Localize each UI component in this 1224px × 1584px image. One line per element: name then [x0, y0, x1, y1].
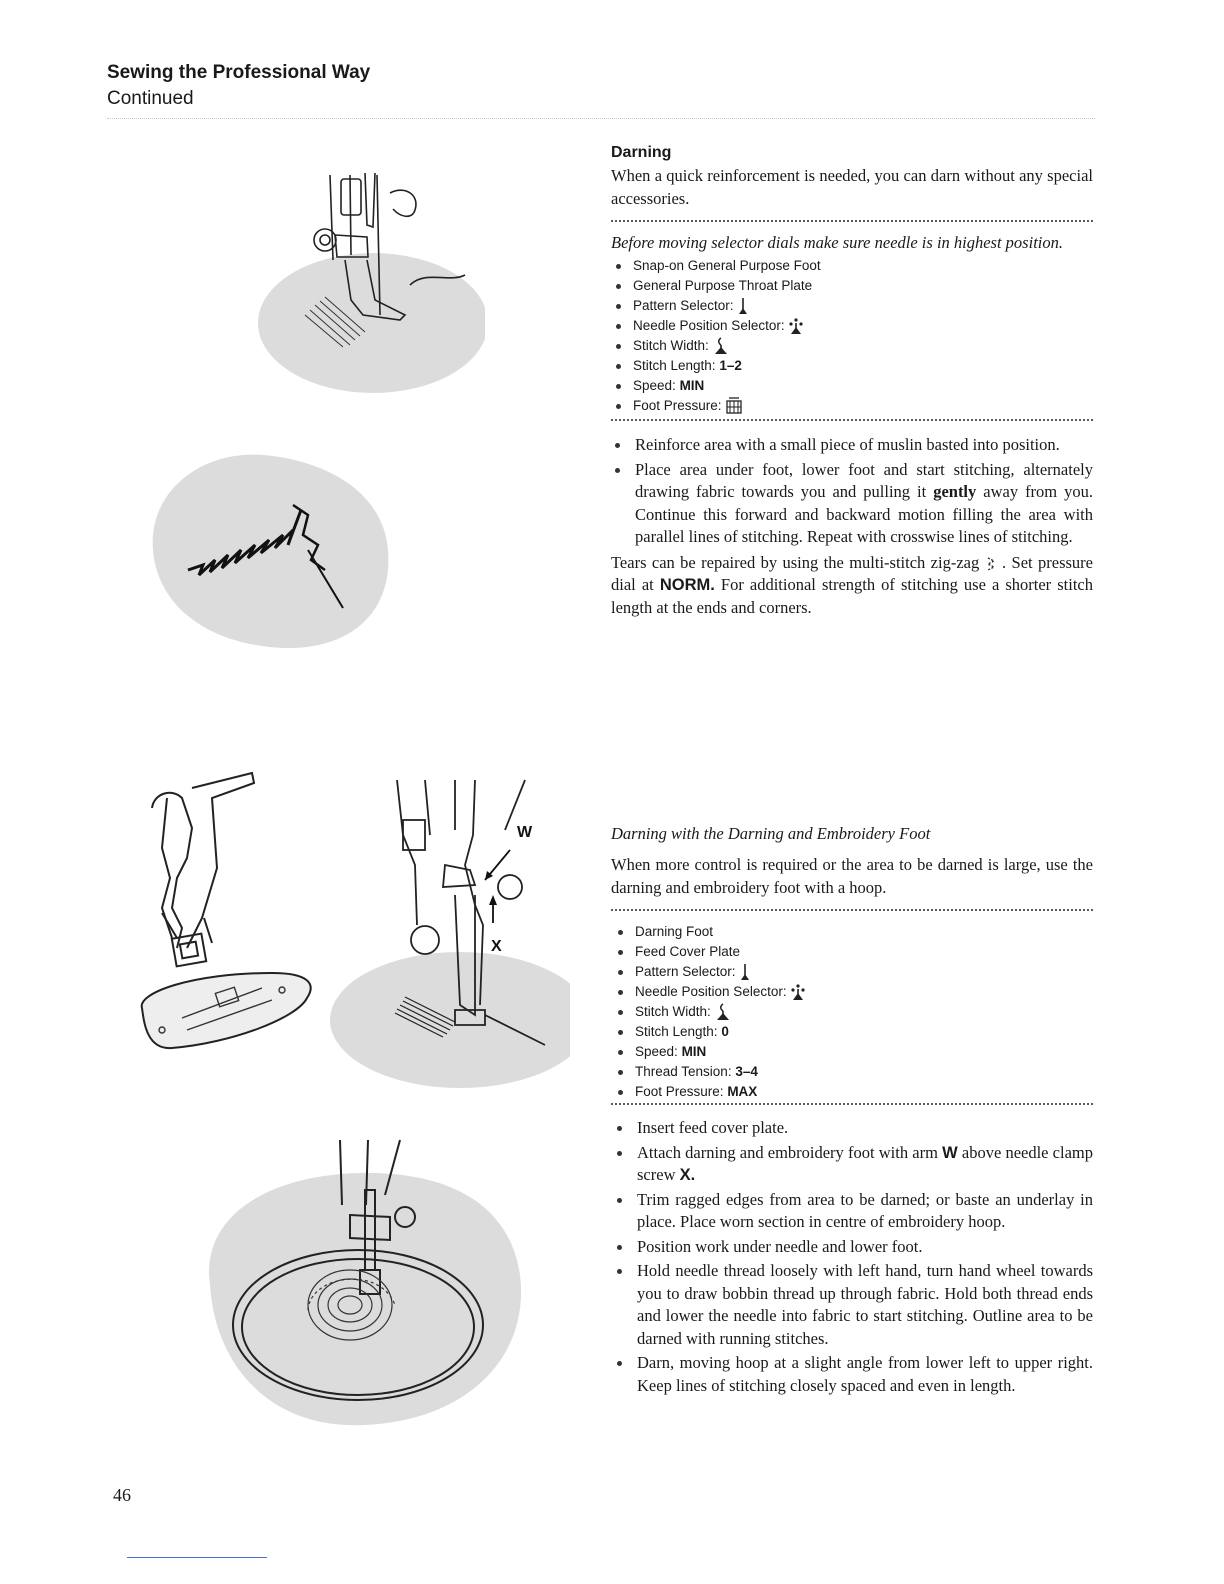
page-subtitle: Continued: [107, 88, 194, 109]
list-item: Thread Tension: 3–4: [613, 1062, 1093, 1082]
foot-pressure-symbol-icon: [725, 397, 743, 415]
needle-position-symbol-icon: [790, 983, 806, 1001]
darning-heading: Darning: [611, 144, 672, 161]
list-item: Feed Cover Plate: [613, 942, 1093, 962]
darning-note: Before moving selector dials make sure needle is in highest position.: [611, 233, 1063, 252]
embroidery-settings-list: [613, 922, 1093, 1102]
list-item: Speed: MIN: [611, 376, 1093, 396]
multi-stitch-zigzag-symbol-icon: [985, 556, 997, 572]
list-item: Pattern Selector:: [611, 296, 1093, 316]
list-item: Foot Pressure:: [611, 396, 1093, 416]
embroidery-intro: When more control is required or the area to be darned is large, use the darning and embroidery foot with a hoop.: [611, 855, 1093, 897]
embroidery-steps-list: [613, 1117, 1093, 1397]
list-item: Attach darning and embroidery foot with arm W above needle clamp screw X.: [613, 1142, 1093, 1187]
page-number: 46: [113, 1485, 131, 1505]
page-header: [107, 60, 370, 112]
darning-intro: When a quick reinforcement is needed, you can darn without any special accessories.: [611, 166, 1093, 208]
list-item: Trim ragged edges from area to be darned; or baste an underlay in place. Place worn section in centre of embroidery hoop.: [613, 1189, 1093, 1234]
tears-paragraph: Tears can be repaired by using the multi-stitch zig-zag . Set pressure dial at NORM. For additional strength of stitching use a shorter stitch length at the ends and corners.: [611, 552, 1094, 617]
list-item: Place area under foot, lower foot and start stitching, alternately drawing fabric towards you and pulling it gently away from you. Continue this forward and backward motion filling the area with parallel lines of stitching. Repeat with crosswise lines of stitching.: [611, 459, 1093, 549]
list-item: Darn, moving hoop at a slight angle from lower left to upper right. Keep lines of stitching closely spaced and even in length.: [613, 1352, 1093, 1397]
list-item: Stitch Width:: [613, 1002, 1093, 1022]
list-item: General Purpose Throat Plate: [611, 276, 1093, 296]
list-item: Foot Pressure: MAX: [613, 1082, 1093, 1102]
footer-rule: [127, 1557, 267, 1558]
stitch-width-symbol-icon: [715, 1003, 731, 1021]
list-item: Pattern Selector:: [613, 962, 1093, 982]
darning-top-rule: [611, 220, 1093, 222]
arm-w-label: W: [517, 824, 533, 841]
list-item: Stitch Length: 1–2: [611, 356, 1093, 376]
embroidery-bottom-rule: [611, 1103, 1093, 1105]
straight-stitch-symbol-icon: [739, 963, 751, 981]
straight-stitch-symbol-icon: [737, 297, 749, 315]
list-item: Hold needle thread loosely with left hand, turn hand wheel towards you to draw bobbin thread up through fabric. Hold both thread ends and lower the needle into fabric to start stitching. Outline area to be darned with running stitches.: [613, 1260, 1093, 1350]
list-item: Darning Foot: [613, 922, 1093, 942]
list-item: Snap-on General Purpose Foot: [611, 256, 1093, 276]
darning-foot-attached-illustration: [325, 775, 570, 1090]
embroidery-hoop-darning-illustration: [190, 1135, 525, 1440]
darning-steps-list: [611, 434, 1093, 549]
darning-section: [611, 143, 1093, 619]
list-item: Stitch Width:: [611, 336, 1093, 356]
page-title: Sewing the Professional Way: [107, 62, 371, 83]
darning-presser-foot-illustration: [255, 165, 485, 400]
darning-settings-list: [611, 256, 1093, 416]
screw-x-label: X: [491, 938, 502, 955]
embroidery-top-rule: [611, 909, 1093, 911]
needle-position-symbol-icon: [788, 317, 804, 335]
list-item: Reinforce area with a small piece of muslin basted into position.: [611, 434, 1093, 457]
list-item: Insert feed cover plate.: [613, 1117, 1093, 1140]
list-item: Position work under needle and lower foot.: [613, 1236, 1093, 1259]
list-item: Speed: MIN: [613, 1042, 1093, 1062]
darning-bottom-rule: [611, 419, 1093, 421]
tear-repair-stitch-illustration: [143, 440, 393, 660]
stitch-width-symbol-icon: [713, 337, 729, 355]
list-item: Stitch Length: 0: [613, 1022, 1093, 1042]
embroidery-heading: Darning with the Darning and Embroidery Foot: [611, 824, 931, 843]
darning-foot-and-feed-cover-plate-illustration: [132, 768, 322, 1068]
header-divider: [107, 118, 1095, 119]
list-item: Needle Position Selector:: [613, 982, 1093, 1002]
list-item: Needle Position Selector:: [611, 316, 1093, 336]
embroidery-foot-section: [611, 823, 1093, 1397]
